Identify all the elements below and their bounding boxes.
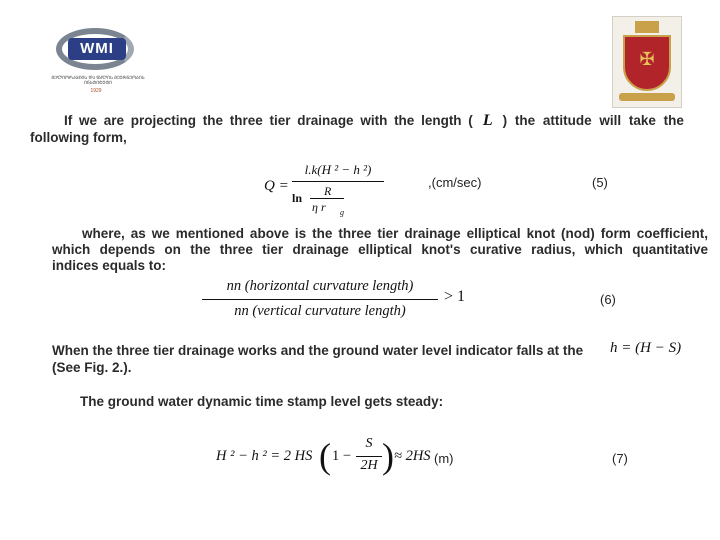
eq6-rhs: > 1 — [444, 288, 466, 305]
eq7-lhs: H ² − h ² = 2 HS — [216, 448, 313, 464]
paragraph-3-line-2: (See Fig. 2.). — [52, 360, 132, 375]
p1-text-post: ) the attitude will take the — [502, 113, 684, 128]
eq7-units: (m) — [434, 451, 454, 466]
eq5-den-sub: g — [340, 208, 344, 217]
paragraph-2-line-2: which depends on the three tier drainage elliptical knot's curative radius, which quantitative — [52, 242, 708, 257]
logo-subtitle: ᲛᲔᲚᲘᲝᲠᲐᲪᲘᲘᲡ ᲓᲐ ᲬᲧᲚᲘᲡ ᲛᲔᲣᲠᲜᲔᲝᲑᲘᲡ ᲘᲜᲡᲢᲘᲢᲣᲢᲘ — [51, 75, 145, 85]
eq7-left-paren: ( — [319, 436, 331, 476]
paragraph-1-line-2: following form, — [30, 130, 127, 145]
paragraph-1-line-1 — [64, 113, 684, 129]
eq5-den-ln: ln — [292, 191, 303, 205]
eq7-number: (7) — [612, 451, 628, 466]
eq5-fraction-bar — [292, 181, 384, 182]
crest-shield — [623, 35, 671, 91]
eq5-den-eta: η r — [312, 200, 326, 214]
eq7-fraction-bar — [356, 456, 382, 457]
wmi-logo — [38, 22, 154, 94]
crest-crown — [635, 21, 659, 33]
crest-ribbon — [619, 93, 675, 101]
length-symbol: L — [482, 112, 493, 129]
eq7-rhs: ≈ 2HS — [394, 448, 431, 464]
eq6-numerator: nn (horizontal curvature length) — [226, 278, 414, 294]
paragraph-2-line-3: indices equals to: — [52, 258, 167, 273]
equation-6 — [198, 276, 468, 326]
eq5-number: (5) — [592, 175, 608, 190]
university-crest — [612, 16, 682, 108]
eq7-frac-num: S — [365, 436, 373, 451]
eq5-lhs: Q = — [264, 178, 289, 194]
paragraph-4: The ground water dynamic time stamp level gets steady: — [80, 394, 444, 409]
eagle-icon: ✠ — [639, 49, 655, 69]
equation-7 — [216, 436, 431, 482]
eq7-right-paren: ) — [382, 436, 394, 476]
eq6-number: (6) — [600, 292, 616, 307]
eq7-frac-den: 2H — [360, 458, 378, 473]
paragraph-3-line-1: When the three tier drainage works and the ground water level indicator falls at the — [52, 343, 584, 358]
eq5-den-r: R — [324, 184, 332, 198]
equation-5 — [264, 162, 384, 218]
eq5-numerator: l.k(H ² − h ²) — [304, 162, 372, 177]
eq7-paren-pre: 1 − — [332, 448, 352, 464]
eq-h-formula: h = (H − S) — [610, 340, 682, 356]
eq5-inner-bar — [310, 198, 344, 199]
logo-year: 1929 — [90, 88, 102, 94]
eq5-units: ,(cm/sec) — [428, 175, 482, 190]
eq6-fraction-bar — [202, 299, 438, 300]
eq6-denominator: nn (vertical curvature length) — [234, 303, 406, 319]
logo-letters: WMI — [68, 38, 126, 60]
paragraph-2-line-1: where, as we mentioned above is the three tier drainage elliptical knot (nod) form coefficient, — [82, 226, 708, 241]
p1-text-pre: If we are projecting the three tier drainage with the length ( — [64, 113, 473, 128]
